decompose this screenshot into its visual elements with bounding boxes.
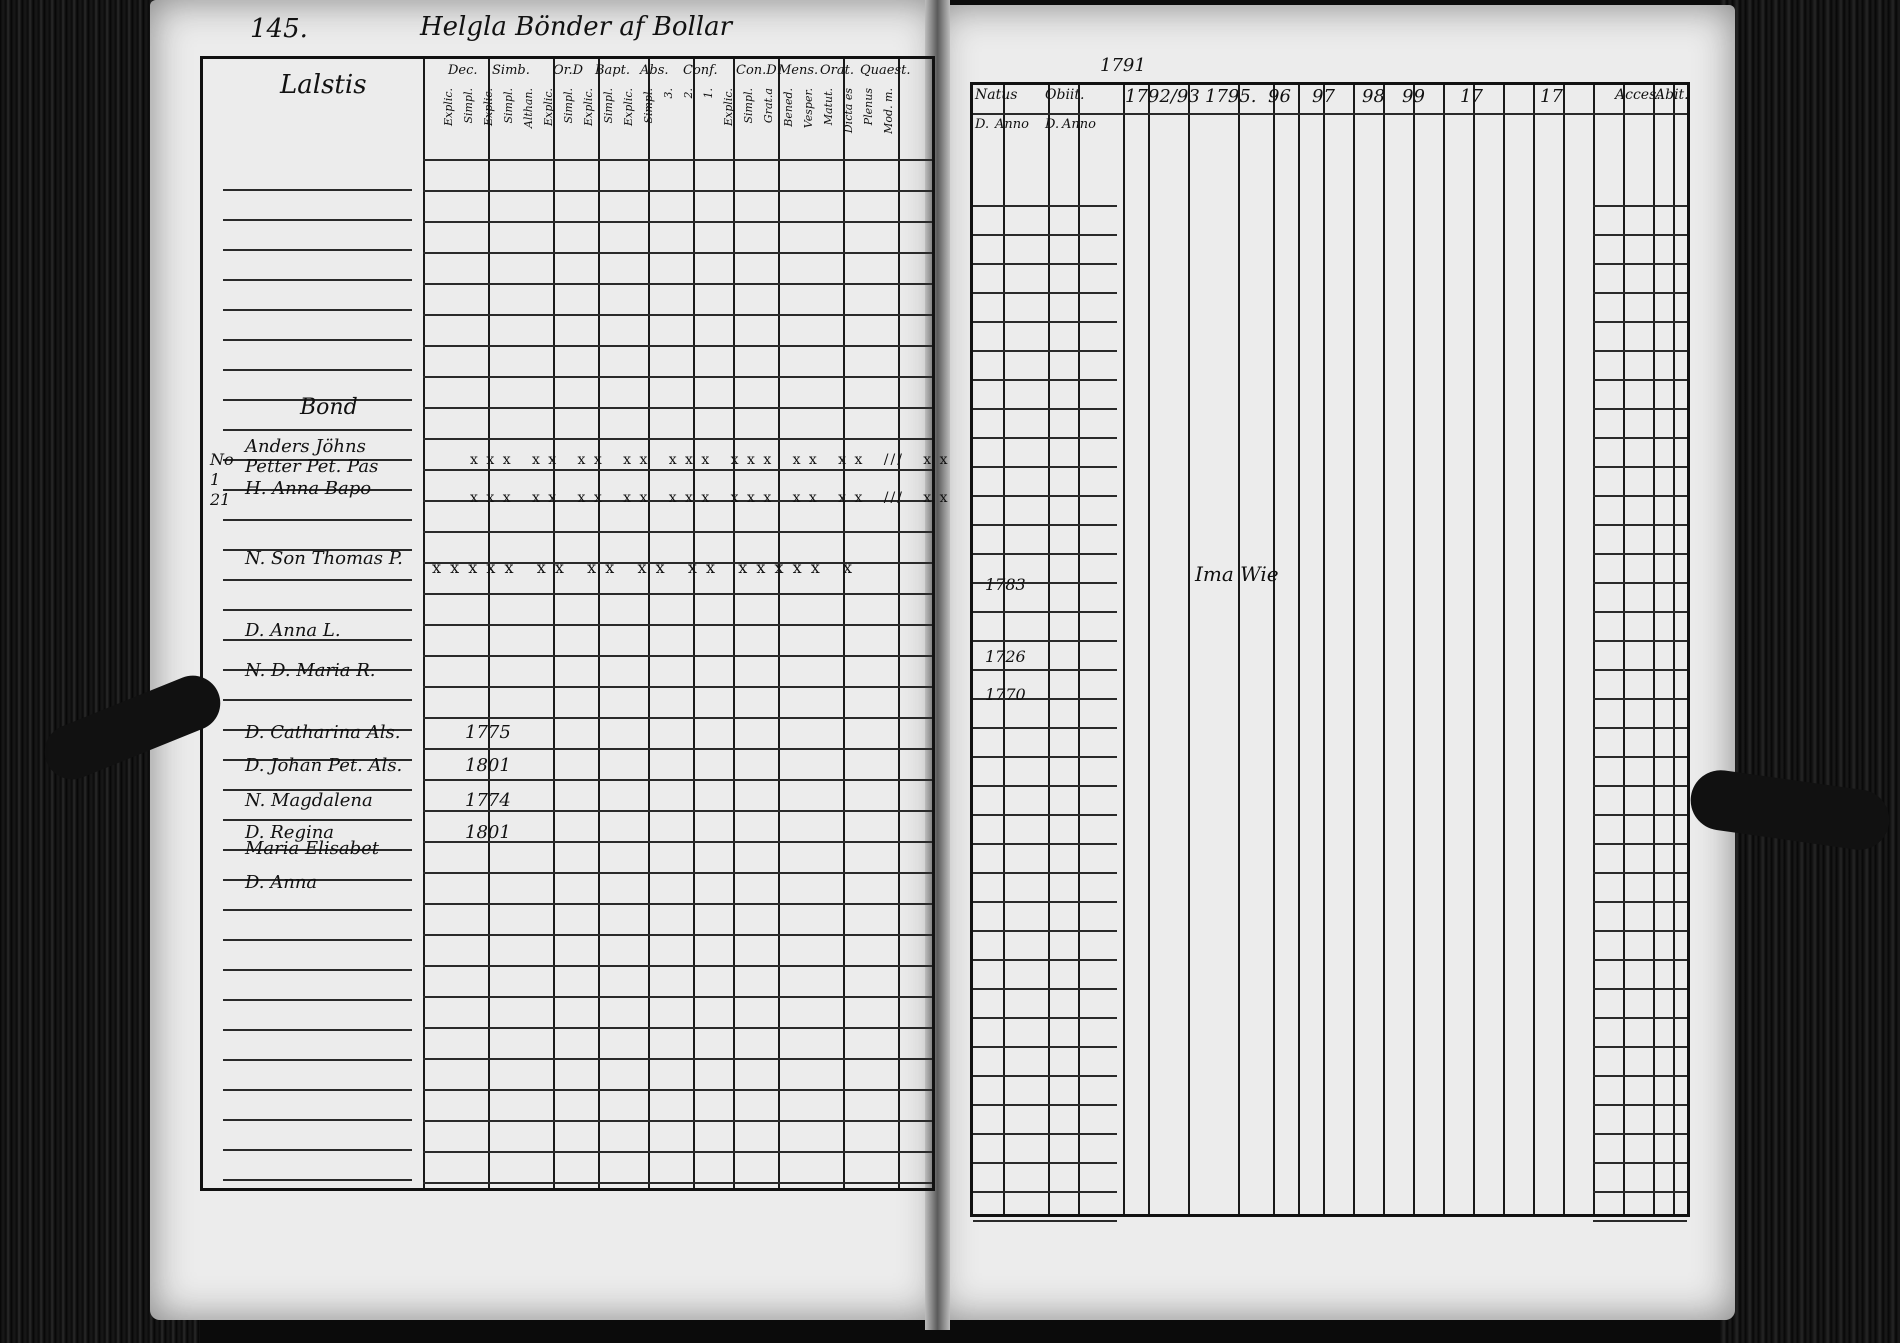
grid-row-line <box>973 292 1117 294</box>
entry-name: Anders Jöhns <box>245 436 366 457</box>
column-header: Or.D <box>553 63 583 78</box>
grid-row-line <box>973 553 1117 555</box>
entry-name: N. Magdalena <box>245 790 373 811</box>
grid-row-line <box>1593 1162 1687 1164</box>
grid-row-line <box>973 901 1117 903</box>
entry-name: N. D. Maria R. <box>245 660 376 681</box>
grid-row-line <box>423 686 932 688</box>
grid-row-line <box>973 843 1117 845</box>
entry-name: D. Catharina Als. <box>245 722 401 743</box>
grid-row-line <box>1593 234 1687 236</box>
grid-row-line <box>223 339 412 341</box>
grid-row-line <box>423 1151 932 1153</box>
column-subheader: Simpl. <box>462 88 475 124</box>
grid-row-line <box>1593 785 1687 787</box>
entry-name: H. Anna Bapo <box>245 478 372 499</box>
grid-row-line <box>1593 756 1687 758</box>
grid-row-line <box>223 189 412 191</box>
grid-column-line <box>1653 85 1655 1214</box>
column-header: 99 <box>1402 86 1425 107</box>
grid-row-line <box>423 1027 932 1029</box>
grid-row-line <box>423 159 932 161</box>
column-header: Quaest. <box>860 63 911 78</box>
grid-column-line <box>1563 85 1565 1214</box>
grid-row-line <box>1593 582 1687 584</box>
grid-row-line <box>1593 292 1687 294</box>
check-marks-row: x x x x x x x x x x x x x x x x x x x /// x x <box>470 490 950 506</box>
column-subheader: 1. <box>702 88 715 99</box>
column-header: Obiit. <box>1045 87 1085 103</box>
grid-row-line <box>973 1220 1117 1222</box>
grid-row-line <box>423 438 932 440</box>
grid-column-line <box>1123 85 1125 1214</box>
entry-year: 1775 <box>465 722 511 743</box>
book-edge-right <box>1720 0 1900 1343</box>
grid-row-line <box>223 519 412 521</box>
grid-row-line <box>223 909 412 911</box>
column-header: 1792/93 <box>1125 86 1200 107</box>
grid-column-line <box>1048 85 1050 1214</box>
column-subheader: Explic. <box>622 88 635 126</box>
column-subheader: Grat.a <box>762 88 775 124</box>
grid-row-line <box>1593 959 1687 961</box>
grid-column-line <box>1473 85 1475 1214</box>
grid-row-line <box>1593 495 1687 497</box>
grid-row-line <box>973 350 1117 352</box>
grid-column-line <box>1353 85 1355 1214</box>
entry-year: 1801 <box>465 822 511 843</box>
grid-row-line <box>973 466 1117 468</box>
grid-row-line <box>1593 205 1687 207</box>
entry-name: Maria Elisabet <box>245 838 380 859</box>
grid-row-line <box>423 407 932 409</box>
grid-row-line <box>973 1162 1117 1164</box>
grid-row-line <box>973 727 1117 729</box>
annotation-mid: Ima Wie <box>1195 562 1279 586</box>
entry-name: Petter Pet. Pas <box>245 456 379 477</box>
column-subheader: Vesper. <box>802 88 815 129</box>
grid-row-line <box>973 524 1117 526</box>
grid-row-line <box>223 309 412 311</box>
grid-column-line <box>1503 85 1505 1214</box>
column-header: 17 <box>1540 86 1563 107</box>
grid-row-line <box>223 1029 412 1031</box>
grid-row-line <box>1593 1046 1687 1048</box>
grid-row-line <box>423 252 932 254</box>
grid-row-line <box>1593 350 1687 352</box>
grid-row-line <box>1593 843 1687 845</box>
grid-row-line <box>1593 408 1687 410</box>
grid-column-line <box>1148 85 1150 1214</box>
grid-row-line <box>1593 321 1687 323</box>
column-subheader: Mod. m. <box>882 88 895 134</box>
group-label: Bond <box>300 395 358 420</box>
column-header: Dec. <box>448 63 478 78</box>
grid-row-line <box>973 1046 1117 1048</box>
margin-mark: 1 <box>210 470 221 489</box>
grid-row-line <box>423 655 932 657</box>
grid-row-line <box>973 1075 1117 1077</box>
grid-row-line <box>1593 872 1687 874</box>
column-subheader: D. <box>975 117 990 132</box>
column-subheader: Simpl. <box>502 88 515 124</box>
grid-row-line <box>973 205 1117 207</box>
grid-row-line <box>223 1059 412 1061</box>
grid-row-line <box>973 988 1117 990</box>
grid-column-line <box>1413 85 1415 1214</box>
column-subheader: Explic. <box>542 88 555 126</box>
column-subheader: Dicta es <box>842 88 855 134</box>
grid-row-line <box>1593 640 1687 642</box>
grid-row-line <box>423 1089 932 1091</box>
grid-row-line <box>973 437 1117 439</box>
grid-row-line <box>423 1182 932 1184</box>
grid-row-line <box>1593 1104 1687 1106</box>
column-header: 1795. <box>1205 86 1257 107</box>
column-subheader: 3. <box>662 88 675 99</box>
grid-row-line <box>973 495 1117 497</box>
grid-row-line <box>1593 1220 1687 1222</box>
grid-row-line <box>973 1017 1117 1019</box>
column-header: 98 <box>1362 86 1385 107</box>
grid-row-line <box>223 429 412 431</box>
column-subheader: Explic. <box>722 88 735 126</box>
grid-row-line <box>223 1089 412 1091</box>
column-subheader: Anno <box>1062 117 1096 132</box>
grid-row-line <box>1593 988 1687 990</box>
grid-row-line <box>423 903 932 905</box>
column-header: Abit. <box>1655 87 1689 103</box>
grid-row-line <box>973 959 1117 961</box>
grid-row-line <box>223 579 412 581</box>
column-header: Mens. <box>778 63 819 78</box>
column-subheader: Anno <box>995 117 1029 132</box>
column-subheader: D. <box>1045 117 1060 132</box>
page-number: 145. <box>250 14 308 44</box>
grid-row-line <box>223 1119 412 1121</box>
grid-row-line <box>973 930 1117 932</box>
grid-row-line <box>423 469 932 471</box>
grid-row-line <box>1593 263 1687 265</box>
grid-row-line <box>1593 1075 1687 1077</box>
grid-row-line <box>223 819 412 821</box>
grid-row-line <box>973 814 1117 816</box>
grid-row-line <box>973 321 1117 323</box>
column-subheader: Bened. <box>782 88 795 127</box>
grid-row-line <box>423 624 932 626</box>
grid-row-line <box>1593 466 1687 468</box>
birth-year: 1770 <box>985 685 1026 704</box>
grid-row-line <box>973 1104 1117 1106</box>
check-marks-row: x x x x x x x x x x x x x x x x x x x <box>432 558 855 577</box>
grid-row-line <box>1593 437 1687 439</box>
grid-row-line <box>1593 727 1687 729</box>
column-subheader: 2. <box>682 88 695 99</box>
entry-name: N. Son Thomas P. <box>245 548 403 569</box>
column-subheader: Explic. <box>482 88 495 126</box>
grid-row-line <box>423 593 932 595</box>
entry-name: D. Johan Pet. Als. <box>245 755 403 776</box>
grid-column-line <box>1623 85 1625 1214</box>
grid-row-line <box>423 996 932 998</box>
grid-row-line <box>223 279 412 281</box>
grid-column-line <box>1298 85 1300 1214</box>
grid-row-line <box>973 756 1117 758</box>
column-header: Orat. <box>820 63 854 78</box>
entry-name: D. Anna <box>245 872 318 893</box>
grid-row-line <box>1593 611 1687 613</box>
grid-row-line <box>1593 524 1687 526</box>
grid-row-line <box>423 314 932 316</box>
grid-row-line <box>223 1149 412 1151</box>
grid-row-line <box>223 939 412 941</box>
grid-row-line <box>1593 379 1687 381</box>
grid-row-line <box>223 369 412 371</box>
grid-row-line <box>973 785 1117 787</box>
margin-mark: No <box>210 450 234 469</box>
grid-row-line <box>423 221 932 223</box>
grid-row-line <box>973 263 1117 265</box>
grid-column-line <box>1188 85 1190 1214</box>
grid-column-line <box>1443 85 1445 1214</box>
birth-year: 1783 <box>985 575 1026 594</box>
grid-row-line <box>423 934 932 936</box>
grid-row-line <box>423 717 932 719</box>
grid-row-line <box>223 609 412 611</box>
grid-row-line <box>223 969 412 971</box>
grid-row-line <box>973 611 1117 613</box>
margin-mark: 21 <box>210 490 231 509</box>
grid-row-line <box>223 219 412 221</box>
column-header: 96 <box>1268 86 1291 107</box>
grid-row-line <box>1593 669 1687 671</box>
entry-name: D. Regina <box>245 822 335 843</box>
grid-column-line <box>1673 85 1675 1214</box>
column-header: 17 <box>1460 86 1483 107</box>
grid-row-line <box>973 1133 1117 1135</box>
right-register-grid <box>970 82 1690 1217</box>
grid-column-line <box>1323 85 1325 1214</box>
column-header: Conf. <box>683 63 718 78</box>
grid-row-line <box>223 999 412 1001</box>
grid-row-line <box>423 1058 932 1060</box>
birth-year: 1726 <box>985 647 1026 666</box>
column-subheader: Matut. <box>822 88 835 126</box>
grid-row-line <box>973 234 1117 236</box>
grid-row-line <box>423 376 932 378</box>
column-subheader: Explic. <box>442 88 455 126</box>
column-subheader: Simpl. <box>562 88 575 124</box>
grid-row-line <box>973 379 1117 381</box>
grid-column-line <box>1533 85 1535 1214</box>
grid-row-line <box>423 531 932 533</box>
grid-row-line <box>423 283 932 285</box>
grid-row-line <box>423 965 932 967</box>
grid-row-line <box>973 872 1117 874</box>
grid-row-line <box>1593 930 1687 932</box>
grid-row-line <box>423 872 932 874</box>
column-subheader: Simpl. <box>642 88 655 124</box>
grid-column-line <box>1273 85 1275 1214</box>
column-subheader: Simpl. <box>742 88 755 124</box>
column-header: Natus <box>975 87 1018 103</box>
grid-row-line <box>1593 1017 1687 1019</box>
grid-column-line <box>1593 85 1595 1214</box>
grid-row-line <box>973 1191 1117 1193</box>
header-rule <box>973 113 1687 115</box>
grid-row-line <box>223 699 412 701</box>
column-subheader: Explic. <box>582 88 595 126</box>
column-header: Con.D <box>736 63 777 78</box>
grid-row-line <box>423 190 932 192</box>
page-title: Helgla Bönder af Bollar <box>420 12 733 42</box>
column-header: Acces. <box>1615 87 1661 103</box>
grid-row-line <box>1593 553 1687 555</box>
grid-row-line <box>423 345 932 347</box>
entry-year: 1774 <box>465 790 511 811</box>
grid-column-line <box>1383 85 1385 1214</box>
column-header: 97 <box>1312 86 1335 107</box>
grid-row-line <box>423 748 932 750</box>
entry-year: 1801 <box>465 755 511 776</box>
grid-row-line <box>423 779 932 781</box>
grid-row-line <box>973 408 1117 410</box>
grid-column-line <box>1238 85 1240 1214</box>
entry-name: D. Anna L. <box>245 620 341 641</box>
column-subheader: Plenus <box>862 88 875 126</box>
grid-row-line <box>973 640 1117 642</box>
grid-row-line <box>423 1120 932 1122</box>
column-subheader: Simpl. <box>602 88 615 124</box>
column-header: Abs. <box>640 63 669 78</box>
grid-row-line <box>223 249 412 251</box>
grid-row-line <box>1593 1191 1687 1193</box>
check-marks-row: x x x x x x x x x x x x x x x x x x x /// x x <box>470 452 950 468</box>
top-annotation: 1791 <box>1100 55 1146 76</box>
grid-row-line <box>223 1179 412 1181</box>
column-header: Simb. <box>492 63 530 78</box>
grid-row-line <box>973 669 1117 671</box>
grid-row-line <box>1593 901 1687 903</box>
grid-row-line <box>1593 1133 1687 1135</box>
grid-column-line <box>1078 85 1080 1214</box>
column-subheader: Althan. <box>522 88 535 129</box>
grid-row-line <box>1593 698 1687 700</box>
grid-row-line <box>1593 814 1687 816</box>
column-header: Bapt. <box>595 63 630 78</box>
section-label: Lalstis <box>280 70 367 100</box>
